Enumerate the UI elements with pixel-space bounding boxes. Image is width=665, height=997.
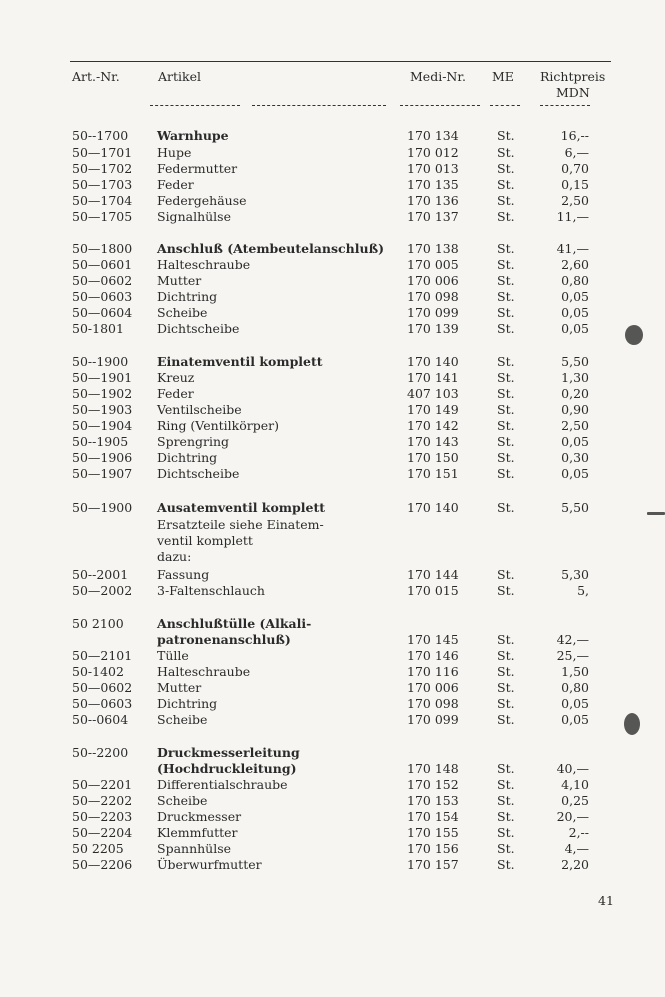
unit: St. [497, 241, 515, 256]
price: 0,30 [561, 450, 589, 465]
table-row [0, 402, 665, 418]
table-row [0, 177, 665, 193]
medi-number: 170 155 [407, 825, 459, 840]
price: 0,05 [561, 321, 589, 336]
unit: St. [497, 857, 515, 872]
medi-number: 170 141 [407, 370, 459, 385]
medi-number: 170 006 [407, 680, 459, 695]
medi-number: 407 103 [407, 386, 459, 401]
article-number: 50—0601 [72, 257, 133, 272]
article-number: 50-1801 [72, 321, 124, 336]
unit: St. [497, 402, 515, 417]
medi-number: 170 005 [407, 257, 459, 272]
article-number: 50—1902 [72, 386, 133, 401]
medi-number: 170 015 [407, 583, 459, 598]
price: 0,05 [561, 305, 589, 320]
table-row [0, 289, 665, 305]
medi-number: 170 154 [407, 809, 459, 824]
price: 5, [577, 583, 589, 598]
medi-number: 170 144 [407, 567, 459, 582]
unit: St. [497, 128, 515, 143]
article-number: 50--1900 [72, 354, 129, 369]
price: 5,50 [561, 500, 589, 515]
article-name: 3-Faltenschlauch [157, 583, 265, 598]
table-row [0, 354, 665, 370]
price: 42,— [556, 632, 589, 647]
table-row [0, 745, 665, 761]
price: 5,50 [561, 354, 589, 369]
price: 25,— [556, 648, 589, 663]
article-name: Scheibe [157, 712, 208, 727]
article-number: 50—0603 [72, 289, 133, 304]
scan-blot [625, 325, 643, 345]
price: 0,05 [561, 466, 589, 481]
article-name: Signalhülse [157, 209, 231, 224]
header-rule [252, 105, 386, 106]
unit: St. [497, 761, 515, 776]
article-number: 50—2101 [72, 648, 133, 663]
unit: St. [497, 777, 515, 792]
table-row [0, 616, 665, 632]
article-name: Spannhülse [157, 841, 232, 856]
table-row [0, 664, 665, 680]
table-row [0, 549, 665, 565]
medi-number: 170 013 [407, 161, 459, 176]
unit: St. [497, 567, 515, 582]
article-name: Anschlußtülle (Alkali- [157, 616, 312, 631]
unit: St. [497, 321, 515, 336]
unit: St. [497, 273, 515, 288]
unit: St. [497, 161, 515, 176]
scan-blot [624, 713, 640, 735]
table-row [0, 857, 665, 873]
unit: St. [497, 664, 515, 679]
article-name: Dichtring [157, 450, 218, 465]
article-name: Ventilscheibe [157, 402, 242, 417]
medi-number: 170 156 [407, 841, 459, 856]
table-row [0, 696, 665, 712]
table-row [0, 466, 665, 482]
medi-number: 170 150 [407, 450, 459, 465]
article-number: 50—1702 [72, 161, 133, 176]
table-row [0, 145, 665, 161]
article-name: Mutter [157, 273, 202, 288]
price: 0,05 [561, 289, 589, 304]
price: 2,20 [561, 857, 589, 872]
article-number: 50 2205 [72, 841, 124, 856]
price: 2,-- [568, 825, 589, 840]
price: 0,90 [561, 402, 589, 417]
article-name: Dichtring [157, 289, 218, 304]
article-number: 50—1904 [72, 418, 133, 433]
unit: St. [497, 648, 515, 663]
header-art-nr: Art.-Nr. [72, 69, 120, 84]
medi-number: 170 152 [407, 777, 459, 792]
article-number: 50 2100 [72, 616, 124, 631]
unit: St. [497, 809, 515, 824]
article-number: 50—0602 [72, 680, 133, 695]
medi-number: 170 098 [407, 696, 459, 711]
unit: St. [497, 418, 515, 433]
unit: St. [497, 500, 515, 515]
article-name: Dichtring [157, 696, 218, 711]
price: 5,30 [561, 567, 589, 582]
unit: St. [497, 177, 515, 192]
unit: St. [497, 370, 515, 385]
article-number: 50—1705 [72, 209, 133, 224]
table-row [0, 209, 665, 225]
top-rule [70, 61, 611, 62]
unit: St. [497, 680, 515, 695]
price: 0,20 [561, 386, 589, 401]
table-row [0, 193, 665, 209]
article-name: Fassung [157, 567, 210, 582]
unit: St. [497, 305, 515, 320]
article-number: 50--2200 [72, 745, 129, 760]
article-name: Sprengring [157, 434, 230, 449]
table-row [0, 825, 665, 841]
article-name: Halteschraube [157, 257, 251, 272]
unit: St. [497, 209, 515, 224]
unit: St. [497, 632, 515, 647]
article-name: Ausatemventil komplett [157, 500, 326, 515]
article-name: Kreuz [157, 370, 195, 385]
unit: St. [497, 712, 515, 727]
article-number: 50—0602 [72, 273, 133, 288]
article-name: Überwurfmutter [157, 857, 262, 872]
article-name: ventil komplett [157, 533, 253, 548]
table-row [0, 418, 665, 434]
article-number: 50—2202 [72, 793, 133, 808]
article-name: Scheibe [157, 793, 208, 808]
scan-blot [647, 512, 665, 515]
table-row [0, 583, 665, 599]
medi-number: 170 012 [407, 145, 459, 160]
price: 0,80 [561, 273, 589, 288]
price: 16,-- [560, 128, 589, 143]
price: 0,25 [561, 793, 589, 808]
table-row [0, 777, 665, 793]
price: 40,— [556, 761, 589, 776]
table-row [0, 257, 665, 273]
article-name: Dichtscheibe [157, 466, 240, 481]
unit: St. [497, 386, 515, 401]
price: 4,— [564, 841, 589, 856]
article-number: 50—1906 [72, 450, 133, 465]
medi-number: 170 137 [407, 209, 459, 224]
table-row [0, 567, 665, 583]
article-number: 50—2201 [72, 777, 133, 792]
price: 0,70 [561, 161, 589, 176]
unit: St. [497, 354, 515, 369]
table-row [0, 809, 665, 825]
medi-number: 170 006 [407, 273, 459, 288]
header-rule [540, 105, 590, 106]
article-name: Tülle [157, 648, 189, 663]
medi-number: 170 149 [407, 402, 459, 417]
price: 2,60 [561, 257, 589, 272]
medi-number: 170 099 [407, 305, 459, 320]
article-name: Hupe [157, 145, 192, 160]
table-row [0, 500, 665, 516]
header-currency: MDN [556, 85, 590, 100]
medi-number: 170 142 [407, 418, 459, 433]
price: 0,05 [561, 434, 589, 449]
table-row [0, 241, 665, 257]
table-row [0, 517, 665, 533]
article-number: 50—1903 [72, 402, 133, 417]
medi-number: 170 143 [407, 434, 459, 449]
unit: St. [497, 466, 515, 481]
article-number: 50—1901 [72, 370, 133, 385]
unit: St. [497, 289, 515, 304]
table-row [0, 680, 665, 696]
article-number: 50—1703 [72, 177, 133, 192]
medi-number: 170 148 [407, 761, 459, 776]
table-row [0, 450, 665, 466]
article-name: Druckmesserleitung [157, 745, 300, 760]
table-row [0, 632, 665, 648]
article-number: 50--1700 [72, 128, 129, 143]
article-name: Halteschraube [157, 664, 251, 679]
price: 0,80 [561, 680, 589, 695]
article-name: Mutter [157, 680, 202, 695]
medi-number: 170 138 [407, 241, 459, 256]
medi-number: 170 151 [407, 466, 459, 481]
medi-number: 170 116 [407, 664, 459, 679]
article-number: 50--2001 [72, 567, 129, 582]
table-row [0, 648, 665, 664]
price: 6,— [564, 145, 589, 160]
article-name: Differentialschraube [157, 777, 288, 792]
article-name: Einatemventil komplett [157, 354, 323, 369]
medi-number: 170 099 [407, 712, 459, 727]
article-number: 50—0604 [72, 305, 133, 320]
unit: St. [497, 825, 515, 840]
article-name: Scheibe [157, 305, 208, 320]
price: 1,50 [561, 664, 589, 679]
price: 20,— [556, 809, 589, 824]
article-number: 50—1907 [72, 466, 133, 481]
price: 0,05 [561, 712, 589, 727]
unit: St. [497, 193, 515, 208]
article-name: Warnhupe [157, 128, 229, 143]
table-row [0, 161, 665, 177]
medi-number: 170 136 [407, 193, 459, 208]
table-row [0, 712, 665, 728]
article-number: 50—2203 [72, 809, 133, 824]
price: 1,30 [561, 370, 589, 385]
article-number: 50—1701 [72, 145, 133, 160]
price: 0,05 [561, 696, 589, 711]
medi-number: 170 145 [407, 632, 459, 647]
table-row [0, 533, 665, 549]
unit: St. [497, 583, 515, 598]
header-richtpreis: Richtpreis [540, 69, 606, 84]
price: 2,50 [561, 418, 589, 433]
medi-number: 170 146 [407, 648, 459, 663]
table-row [0, 841, 665, 857]
medi-number: 170 140 [407, 354, 459, 369]
unit: St. [497, 434, 515, 449]
article-name: patronenanschluß) [157, 632, 291, 647]
table-row [0, 370, 665, 386]
price: 2,50 [561, 193, 589, 208]
article-number: 50--1905 [72, 434, 129, 449]
price: 41,— [556, 241, 589, 256]
medi-number: 170 135 [407, 177, 459, 192]
article-number: 50—0603 [72, 696, 133, 711]
article-number: 50-1402 [72, 664, 124, 679]
article-number: 50—1704 [72, 193, 133, 208]
header-rule [150, 105, 240, 106]
medi-number: 170 139 [407, 321, 459, 336]
table-row [0, 793, 665, 809]
article-name: (Hochdruckleitung) [157, 761, 297, 776]
article-name: Federmutter [157, 161, 238, 176]
price: 0,15 [561, 177, 589, 192]
unit: St. [497, 696, 515, 711]
article-name: Feder [157, 177, 194, 192]
medi-number: 170 153 [407, 793, 459, 808]
table-row [0, 434, 665, 450]
article-name: Anschluß (Atembeutelanschluß) [157, 241, 384, 256]
medi-number: 170 134 [407, 128, 459, 143]
article-number: 50--0604 [72, 712, 129, 727]
article-name: Klemmfutter [157, 825, 238, 840]
medi-number: 170 140 [407, 500, 459, 515]
article-number: 50—1800 [72, 241, 133, 256]
article-number: 50—1900 [72, 500, 133, 515]
header-medi-nr: Medi-Nr. [410, 69, 466, 84]
article-name: Ersatzteile siehe Einatem- [157, 517, 324, 532]
unit: St. [497, 793, 515, 808]
unit: St. [497, 450, 515, 465]
unit: St. [497, 145, 515, 160]
unit: St. [497, 257, 515, 272]
table-row [0, 761, 665, 777]
table-row [0, 128, 665, 144]
header-rule [400, 105, 480, 106]
article-name: Dichtscheibe [157, 321, 240, 336]
header-artikel: Artikel [158, 69, 201, 84]
table-row [0, 321, 665, 337]
article-name: Druckmesser [157, 809, 242, 824]
article-number: 50—2204 [72, 825, 133, 840]
article-name: Feder [157, 386, 194, 401]
article-name: Federgehäuse [157, 193, 247, 208]
table-row [0, 273, 665, 289]
header-me: ME [492, 69, 514, 84]
article-number: 50—2206 [72, 857, 133, 872]
table-row [0, 386, 665, 402]
price: 11,— [556, 209, 589, 224]
article-number: 50—2002 [72, 583, 133, 598]
unit: St. [497, 841, 515, 856]
page-number: 41 [598, 893, 614, 908]
table-row [0, 305, 665, 321]
header-rule [490, 105, 520, 106]
article-name: Ring (Ventilkörper) [157, 418, 279, 433]
price: 4,10 [561, 777, 589, 792]
article-name: dazu: [157, 549, 192, 564]
medi-number: 170 098 [407, 289, 459, 304]
medi-number: 170 157 [407, 857, 459, 872]
